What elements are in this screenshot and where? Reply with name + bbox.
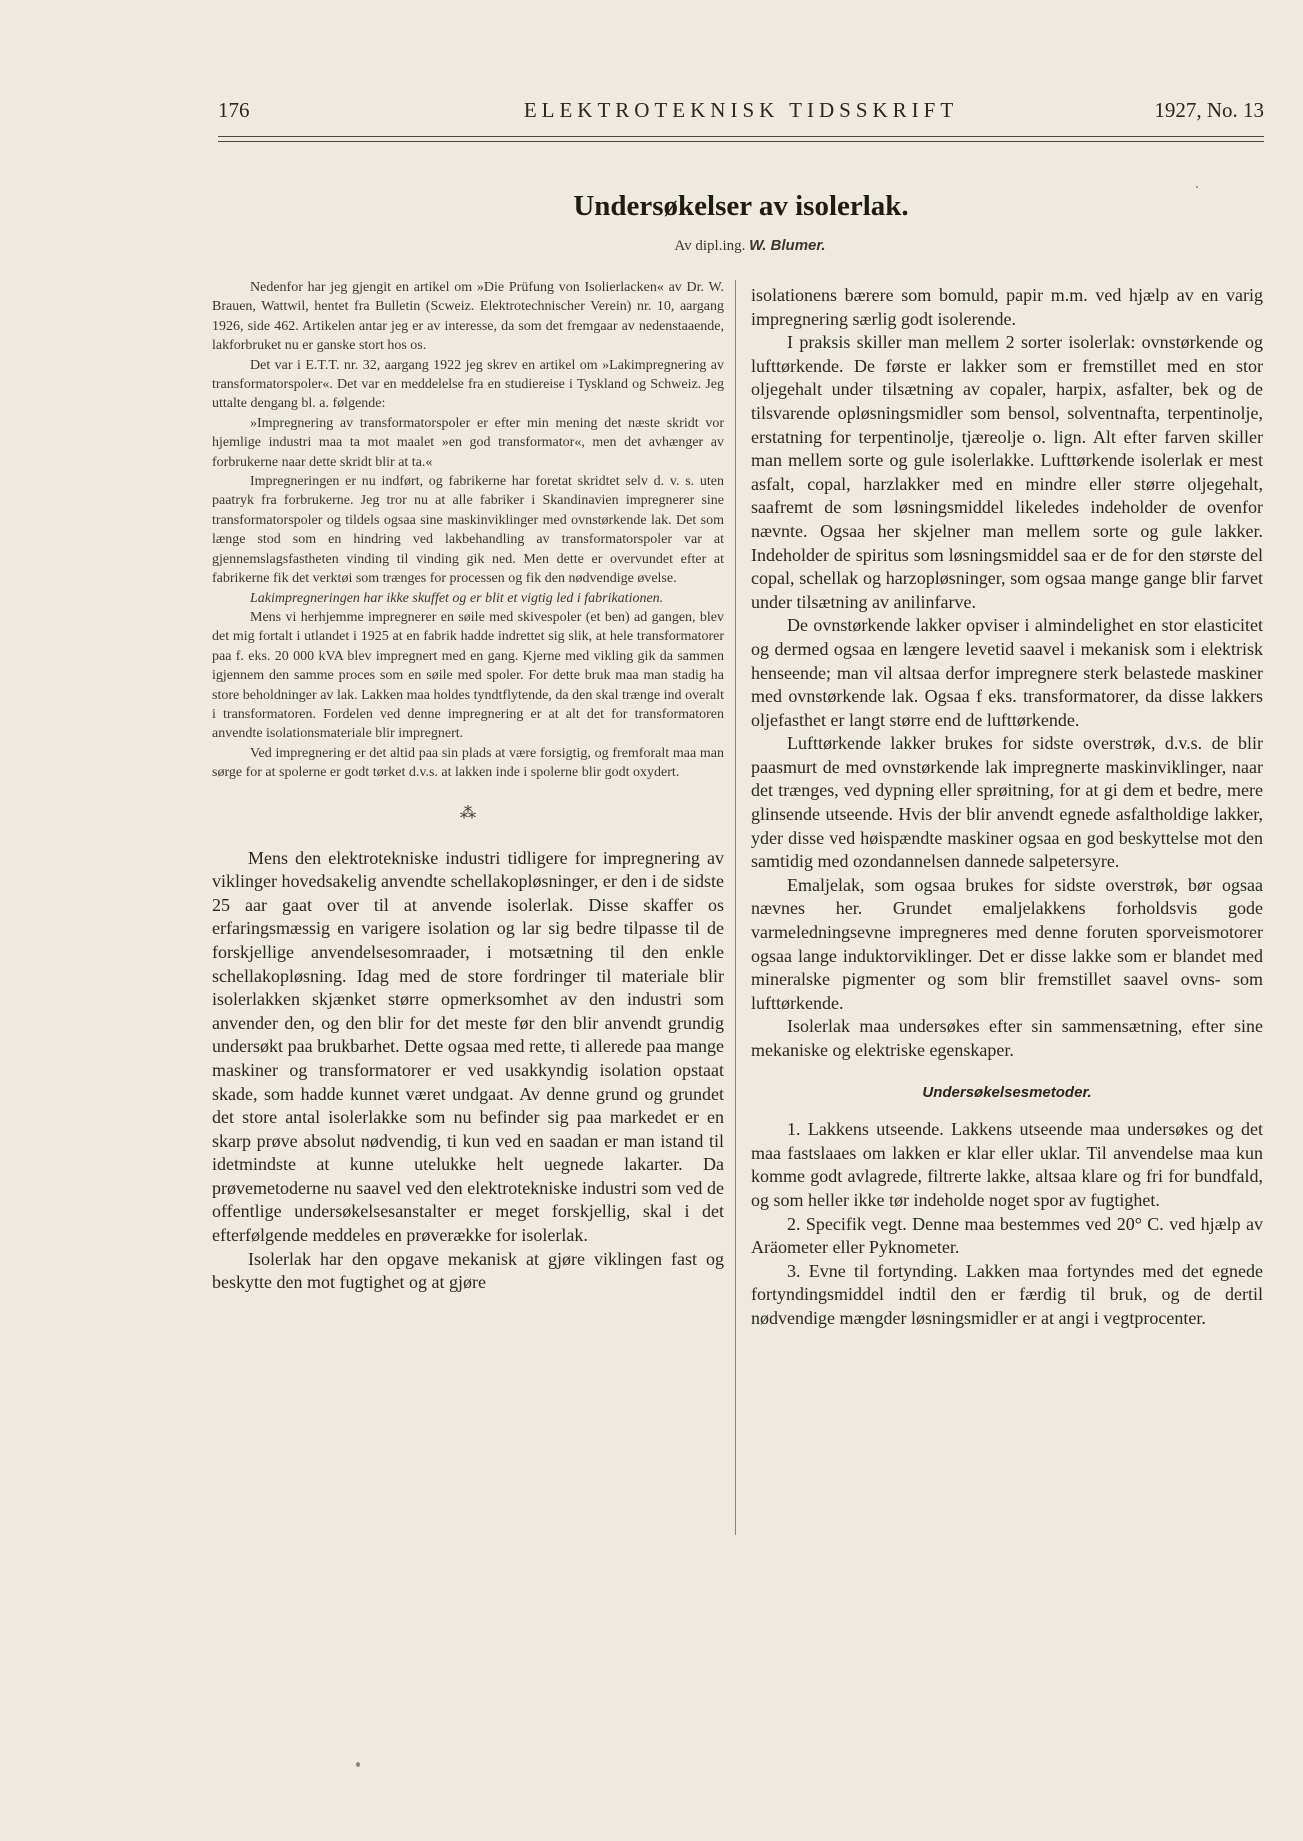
section-separator: ⁂	[460, 804, 476, 822]
body-paragraph: De ovnstørkende lakker opviser i almindelighet en stor elasticitet og dermed ogsaa en længere levetid saavel i mekanisk som i elektrisk henseende; man vil altsaa derfor impregnere sterk belastede maskiner med ovnstørkende lak. Ogsaa f eks. transformatorer, da disse lakkers oljefasthet er langt større end de lufttørkende.	[751, 615, 1263, 730]
intro-paragraph: Det var i E.T.T. nr. 32, aargang 1922 jeg skrev en artikel om »Lakimpregnering av transformatorspoler«. Det var en meddelelse fra en studiereise i Tyskland og Schweiz. Jeg uttalte dengang bl. a. følgende:	[212, 357, 724, 412]
author-name: W. Blumer.	[749, 237, 826, 254]
column-divider	[735, 280, 736, 1535]
intro-note	[212, 278, 724, 783]
intro-paragraph: Ved impregnering er det altid paa sin plads at være forsigtig, og fremforalt maa man sørge for at spolerne er godt tørket d.v.s. at lakken inde i spolerne blir godt oxydert.	[212, 745, 724, 781]
body-left	[212, 847, 724, 1295]
body-paragraph: Emaljelak, som ogsaa brukes for sidste overstrøk, bør ogsaa nævnes her. Grundet emaljelakkens forholdsvis gode varmeledningsevne impregneres med denne foruten sporveismotorer ogsaa lange induktorviklinger. Det er disse lakke som er blandet med mineralske pigmenter og som blir fremstillet saavel ovns- som lufttørkende.	[751, 874, 1263, 1013]
methods-heading: Undersøkelsesmetoder.	[922, 1083, 1092, 1101]
byline-prefix: Av dipl.ing.	[674, 238, 746, 254]
method-item: 1. Lakkens utseende. Lakkens utseende maa undersøkes og det maa fastslaaes om lakken er klar eller uklar. Til anvendelse maa kun komme godt avlagrede, filtrerte lakke, altsaa klare og fri for bundfald, og som heller ikke tør indeholde noget spor av fugtighet.	[751, 1119, 1263, 1210]
issue-label: 1927, No. 13	[1154, 98, 1264, 122]
byline	[560, 237, 940, 255]
body-paragraph: Mens den elektrotekniske industri tidligere for impregnering av viklinger hovedsakelig anvendte schellakopløsninger, er den i de sidste 25 aar gaat over til at anvende isolerlak. Disse skaffer os erfaringsmæssig en varigere isolation og lar sig bedre tilpasse til de forskjellige anvendelsesomraader, i motsætning til den enkle schellakopløsning. Idag med de store fordringer til materiale blir isolerlakken skjænket større opmerksomhet av den industri som anvender den, og den blir for det meste før den blir anvendt grundig undersøkt paa brukbarhet. Dette ogsaa med rette, ti allerede paa mange maskiner og transformatorer er ved usakkyndig isolation opstaat skade, som hadde kunnet været undgaat. Av denne grund og grundet det store antal isolerlakke som nu befinder sig paa markedet er en skarp prøve absolut nødvendig, ti kun ved en saadan er man istand til idetmindste at kunne utelukke helt uegnede lakarter. Da prøvemetoderne nu saavel ved den elektrotekniske industri som ved de offentlige undersøkelsesanstalter er meget forskjellig, skal i det efterfølgende meddeles en prøverække for isolerlak.	[212, 847, 724, 1246]
page-number: 176	[218, 98, 250, 122]
body-paragraph: I praksis skiller man mellem 2 sorter isolerlak: ovnstørkende og lufttørkende. De første er lakker som er fremstillet med en stor oljegehalt under tilsætning av copaler, harpix, asfalter, bek og de tilsvarende opløsningsmidler som bensol, solventnafta, terpentinolje, erstatning for terpentinolje, tjæreolje o. lign. Alt efter farven skiller man mellem sorte og gule isolerlakke. Lufttørkende isolerlak er mest asfalt, copal, harzlakker med en mindre eller større oljegehalt, saafremt de som løsningsmiddel likeledes indeholder de ovenfor nævnte. Ogsaa her skjelner man mellem sorte og gule lakker. Indeholder de spiritus som løsningsmiddel saa er de for den største del copal, schellak og harzopløsninger, som ogsaa mange gange blir farvet under tilsætning av anilinfarve.	[751, 332, 1263, 612]
intro-paragraph: Mens vi herhjemme impregnerer en søile med skivespoler (et ben) ad gangen, blev det mig fortalt i utlandet i 1925 at en fabrik hadde indrettet sig slik, at hele transformatorer paa f. eks. 20 000 kVA blev impregnert med en gang. Kjerne med vikling gik da sammen igjennem den samme proces som en søile med spoler. For dette bruk maa man stadig ha store beholdninger av lak. Lakken maa holdes tyndtflytende, da den skal trænge ind overalt i transformatoren. Fordelen ved denne impregnering er at alt det for transformatoren anvendte isolationsmateriale blir impregnert.	[212, 609, 724, 742]
intro-paragraph: Impregneringen er nu indført, og fabrikerne har foretat skridtet selv d. v. s. uten paatryk fra forbrukerne. Jeg tror nu at alle fabriker i Skandinavien impregnerer sine transformatorspoler og tildels ogsaa sine maskinviklinger med ovnstørkende lak. Det som længe stod som en hindring ved lakbehandling av transformatorspoler var at gjennemslagsfastheten vinding til vinding gik ned. Men dette er overvundet efter at fabrikerne fik det verktøi som trænges for processen og fik den nødvendige øvelse.	[212, 474, 724, 587]
journal-title: ELEKTROTEKNISK TIDSSKRIFT	[523, 98, 959, 122]
body-paragraph: Isolerlak har den opgave mekanisk at gjøre viklingen fast og beskytte den mot fugtighet og at gjøre	[212, 1248, 724, 1293]
intro-paragraph: »Impregnering av transformatorspoler er efter min mening det næste skridt vor hjemlige industri maa ta mot maalet »en god transformator«, men det avhænger av forbrukerne naar dette skridt blir at ta.«	[212, 415, 724, 470]
intro-paragraph: Lakimpregneringen har ikke skuffet og er blit et vigtig led i fabrikationen.	[250, 590, 664, 606]
intro-paragraph: Nedenfor har jeg gjengit en artikel om »Die Prüfung von Isolierlacken« av Dr. W. Brauen, Wattwil, hentet fra Bulletin (Scweiz. Elektrotechnischer Verein) nr. 10, aargang 1926, side 462. Artikelen antar jeg er av interesse, da som det fremgaar av nedenstaaende, lakforbruket nu er ganske stort hos os.	[212, 280, 724, 354]
header-rule	[218, 136, 1264, 142]
body-paragraph: Isolerlak maa undersøkes efter sin sammensætning, efter sine mekaniske og elektriske egenskaper.	[751, 1016, 1263, 1060]
right-column	[751, 284, 1263, 1331]
article-title: Undersøkelser av isolerlak.	[573, 190, 909, 222]
method-item: 3. Evne til fortynding. Lakken maa fortyndes med det egnede fortyndingsmiddel indtil den er færdig til bruk, og de dertil nødvendige mængder løsningsmidler er at angi i vegtprocenter.	[751, 1260, 1263, 1328]
body-paragraph: isolationens bærere som bomuld, papir m.m. ved hjælp av en varig impregnering særlig godt isolerende.	[751, 285, 1263, 329]
paper-speck	[356, 1762, 360, 1767]
paper-speck	[1196, 186, 1198, 188]
page-header	[218, 98, 1264, 128]
body-paragraph: Lufttørkende lakker brukes for sidste overstrøk, d.v.s. de blir paasmurt de med ovnstørkende lak impregnerte maskinviklinger, naar det trænges, ved dypning eller sprøitning, for at gi dem et bedre, mere glinsende utseende. Hvis der blir anvendt egnede asfaltholdige lakker, yder disse ved høispændte maskiner ogsaa en god beskyttelse mot den samtidig med ozondannelsen dannede salpetersyre.	[751, 733, 1263, 872]
method-item: 2. Specifik vegt. Denne maa bestemmes ved 20° C. ved hjælp av Aräometer eller Pyknometer.	[751, 1213, 1263, 1258]
left-column	[212, 278, 724, 1295]
